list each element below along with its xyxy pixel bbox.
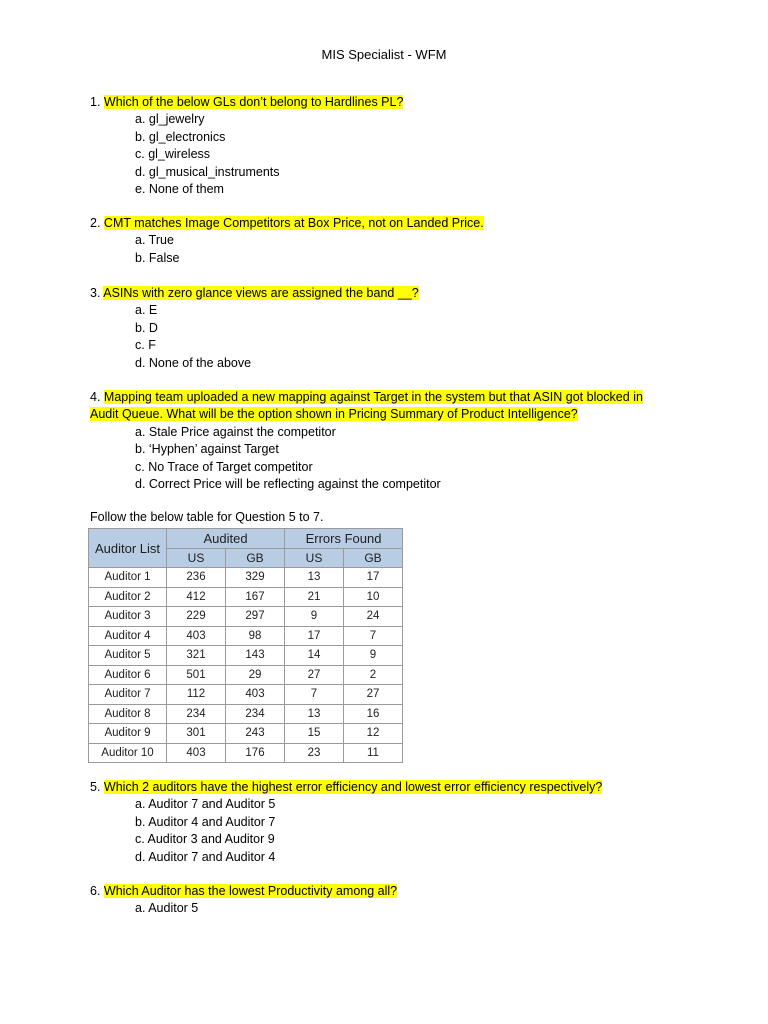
table-cell-aud-us: 236 <box>167 568 226 588</box>
option: c. gl_wireless <box>135 147 211 162</box>
table-cell-aud-us: 501 <box>167 665 226 685</box>
table-cell-err-gb: 24 <box>344 607 403 627</box>
table-cell-name: Auditor 8 <box>89 704 167 724</box>
table-cell-aud-gb: 234 <box>226 704 285 724</box>
table-cell-aud-us: 234 <box>167 704 226 724</box>
table-cell-name: Auditor 3 <box>89 607 167 627</box>
subheader-gb: GB <box>344 548 403 568</box>
table-cell-err-us: 7 <box>285 685 344 705</box>
option: e. None of them <box>135 182 224 197</box>
question-number: 3. <box>90 286 101 300</box>
table-row <box>89 665 403 685</box>
auditor-table <box>88 528 403 763</box>
option: b. gl_electronics <box>135 129 226 144</box>
table-cell-err-gb: 2 <box>344 665 403 685</box>
question-text: CMT matches Image Competitors at Box Price, not on Landed Price. <box>103 216 484 230</box>
table-cell-aud-gb: 143 <box>226 646 285 666</box>
header-auditor-list: Auditor List <box>89 529 167 568</box>
table-row <box>89 685 403 705</box>
option: b. D <box>135 320 158 335</box>
table-cell-aud-us: 301 <box>167 724 226 744</box>
option: a. Auditor 7 and Auditor 5 <box>135 797 276 812</box>
question-number: 2. <box>90 216 101 230</box>
table-cell-err-us: 14 <box>285 646 344 666</box>
question-text: Which 2 auditors have the highest error efficiency and lowest error efficiency respectively? <box>103 780 603 794</box>
option: a. Auditor 5 <box>135 901 199 916</box>
question-text: Mapping team uploaded a new mapping against Target in the system but that ASIN got blocked in <box>103 390 643 404</box>
table-cell-aud-gb: 243 <box>226 724 285 744</box>
table-row <box>89 704 403 724</box>
table-cell-err-us: 13 <box>285 568 344 588</box>
option: b. Auditor 4 and Auditor 7 <box>135 814 276 829</box>
table-cell-name: Auditor 1 <box>89 568 167 588</box>
option: c. No Trace of Target competitor <box>135 459 313 474</box>
option: a. E <box>135 303 158 318</box>
table-cell-aud-gb: 329 <box>226 568 285 588</box>
table-cell-name: Auditor 2 <box>89 587 167 607</box>
option: d. Correct Price will be reflecting against the competitor <box>135 477 441 492</box>
table-row <box>89 626 403 646</box>
option: a. Stale Price against the competitor <box>135 424 336 439</box>
table-cell-aud-us: 403 <box>167 743 226 763</box>
question-3 <box>90 285 419 372</box>
header-errors-found: Errors Found <box>285 529 403 549</box>
table-cell-err-us: 21 <box>285 587 344 607</box>
table-cell-err-gb: 9 <box>344 646 403 666</box>
table-cell-err-us: 9 <box>285 607 344 627</box>
option: d. Auditor 7 and Auditor 4 <box>135 849 276 864</box>
option: a. True <box>135 233 174 248</box>
table-cell-name: Auditor 7 <box>89 685 167 705</box>
option: a. gl_jewelry <box>135 112 205 127</box>
table-cell-err-gb: 12 <box>344 724 403 744</box>
table-cell-err-gb: 7 <box>344 626 403 646</box>
table-cell-aud-gb: 176 <box>226 743 285 763</box>
question-2 <box>90 215 484 267</box>
subheader-us: US <box>167 548 226 568</box>
table-cell-err-us: 13 <box>285 704 344 724</box>
header-audited: Audited <box>167 529 285 549</box>
table-cell-err-us: 17 <box>285 626 344 646</box>
page-title: MIS Specialist - WFM <box>321 47 447 62</box>
option: c. F <box>135 338 156 353</box>
table-row <box>89 607 403 627</box>
table-cell-err-us: 15 <box>285 724 344 744</box>
table-cell-aud-gb: 98 <box>226 626 285 646</box>
table-cell-name: Auditor 5 <box>89 646 167 666</box>
question-text-line2: Audit Queue. What will be the option shown in Pricing Summary of Product Intelligence? <box>90 407 578 422</box>
question-number: 5. <box>90 780 101 794</box>
table-cell-aud-us: 112 <box>167 685 226 705</box>
table-cell-name: Auditor 6 <box>89 665 167 685</box>
option: d. None of the above <box>135 355 252 370</box>
question-1 <box>90 94 403 198</box>
question-number: 4. <box>90 390 101 404</box>
table-row <box>89 646 403 666</box>
table-cell-err-gb: 16 <box>344 704 403 724</box>
table-cell-err-gb: 11 <box>344 743 403 763</box>
option: d. gl_musical_instruments <box>135 164 280 179</box>
question-text: Which Auditor has the lowest Productivity among all? <box>103 884 398 898</box>
subheader-us: US <box>285 548 344 568</box>
table-cell-aud-gb: 297 <box>226 607 285 627</box>
table-cell-name: Auditor 10 <box>89 743 167 763</box>
option: b. False <box>135 250 180 265</box>
table-row <box>89 743 403 763</box>
table-cell-name: Auditor 4 <box>89 626 167 646</box>
table-cell-err-us: 27 <box>285 665 344 685</box>
table-cell-aud-us: 321 <box>167 646 226 666</box>
table-cell-aud-gb: 403 <box>226 685 285 705</box>
table-cell-aud-gb: 29 <box>226 665 285 685</box>
table-row <box>89 568 403 588</box>
question-5 <box>90 779 602 866</box>
table-cell-aud-us: 229 <box>167 607 226 627</box>
table-cell-name: Auditor 9 <box>89 724 167 744</box>
table-cell-err-gb: 10 <box>344 587 403 607</box>
option: c. Auditor 3 and Auditor 9 <box>135 832 275 847</box>
question-number: 1. <box>90 95 101 109</box>
table-cell-err-gb: 27 <box>344 685 403 705</box>
option: b. ‘Hyphen’ against Target <box>135 442 279 457</box>
table-caption: Follow the below table for Question 5 to 7. <box>90 510 324 524</box>
subheader-gb: GB <box>226 548 285 568</box>
question-4 <box>90 389 643 493</box>
table-cell-aud-us: 403 <box>167 626 226 646</box>
question-text: Which of the below GLs don’t belong to Hardlines PL? <box>103 95 404 109</box>
question-6 <box>90 883 397 918</box>
table-row <box>89 587 403 607</box>
table-cell-err-gb: 17 <box>344 568 403 588</box>
question-text: ASINs with zero glance views are assigned the band __? <box>103 286 419 300</box>
table-cell-err-us: 23 <box>285 743 344 763</box>
table-cell-aud-us: 412 <box>167 587 226 607</box>
question-number: 6. <box>90 884 101 898</box>
table-cell-aud-gb: 167 <box>226 587 285 607</box>
table-row <box>89 724 403 744</box>
